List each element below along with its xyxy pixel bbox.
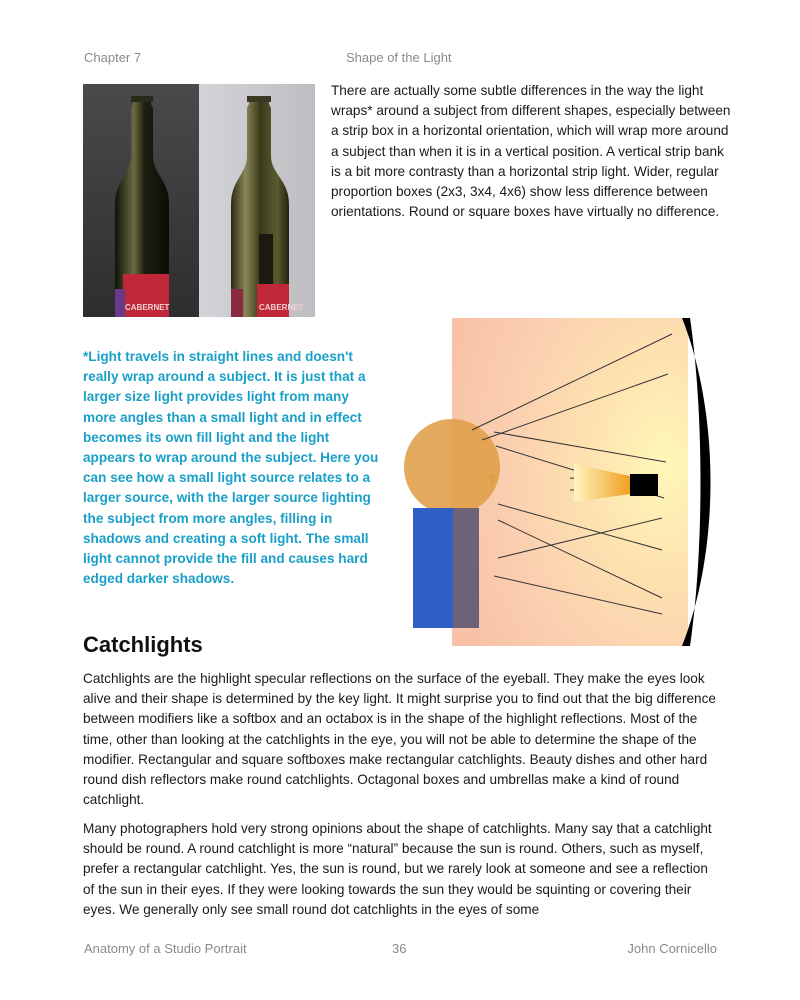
- footer-author: John Cornicello: [627, 941, 717, 956]
- wine-bottles-photo: [83, 84, 315, 317]
- right-label-text: CABERNET: [259, 303, 304, 312]
- footnote-paragraph: *Light travels in straight lines and doesn't really wrap around a subject. It is just that a larger size light provides light from many more angles than a small light and in effect becomes its own fill light and the light appears to wrap around the subject. Here you can see how a small light source relates to a larger source, with the larger source lighting the subject from more angles, filling in shadows and creating a soft light. The small light cannot provide the fill and causes hard edged darker shadows.: [83, 349, 379, 587]
- chapter-label: Chapter 7: [84, 50, 142, 65]
- running-title: Shape of the Light: [346, 50, 452, 65]
- body-paragraph-1: Catchlights are the highlight specular reflections on the surface of the eyeball. They make the eyes look alive and their shape is determined by the key light. It might surprise you to find out that the big difference between modifiers like a softbox and an octabox is in the shape of the highlight reflections. Most of the time, other than looking at the catchlights in the eye, you will not be able to determine the shape of the modifier. Rectangular and square softboxes make rectangular catchlights. Beauty dishes and other hard round dish reflectors make round catchlights. Octagonal boxes and umbrellas make a kind of round catchlight.: [83, 671, 716, 808]
- body-paragraph-2: Many photographers hold very strong opinions about the shape of catchlights. Many say that a catchlight should be round. A round catchlight is more “natural” because the sun is round. Others, such as myself, prefer a rectangular catchlight. Yes, the sun is round, but we rarely look at someone and see a reflection of the sun in their eyes. If they were looking towards the sun they would be squinting or covering their eyes. We generally only see small round dot catchlights in the eyes of some: [83, 821, 712, 917]
- subject-head: [404, 419, 500, 515]
- left-label-text: CABERNET: [125, 303, 170, 312]
- intro-paragraph: There are actually some subtle differences in the way the light wraps* around a subject from different shapes, especially between a strip box in a horizontal orientation, which will wrap more around a subject than when it is in a vertical position. A vertical strip bank is a bit more contrasty than a horizontal strip light. Wider, regular proportion boxes (2x3, 3x4, 4x6) show less difference between orientations. Round or square boxes have virtually no difference.: [331, 83, 731, 220]
- section-heading: Catchlights: [83, 632, 203, 657]
- light-source-diagram: [400, 314, 720, 650]
- footer-book-title: Anatomy of a Studio Portrait: [84, 941, 247, 956]
- page-number: 36: [392, 941, 407, 956]
- subject-body: [413, 508, 453, 628]
- subject-body-shadowed: [453, 508, 479, 628]
- small-light-source: [630, 474, 658, 496]
